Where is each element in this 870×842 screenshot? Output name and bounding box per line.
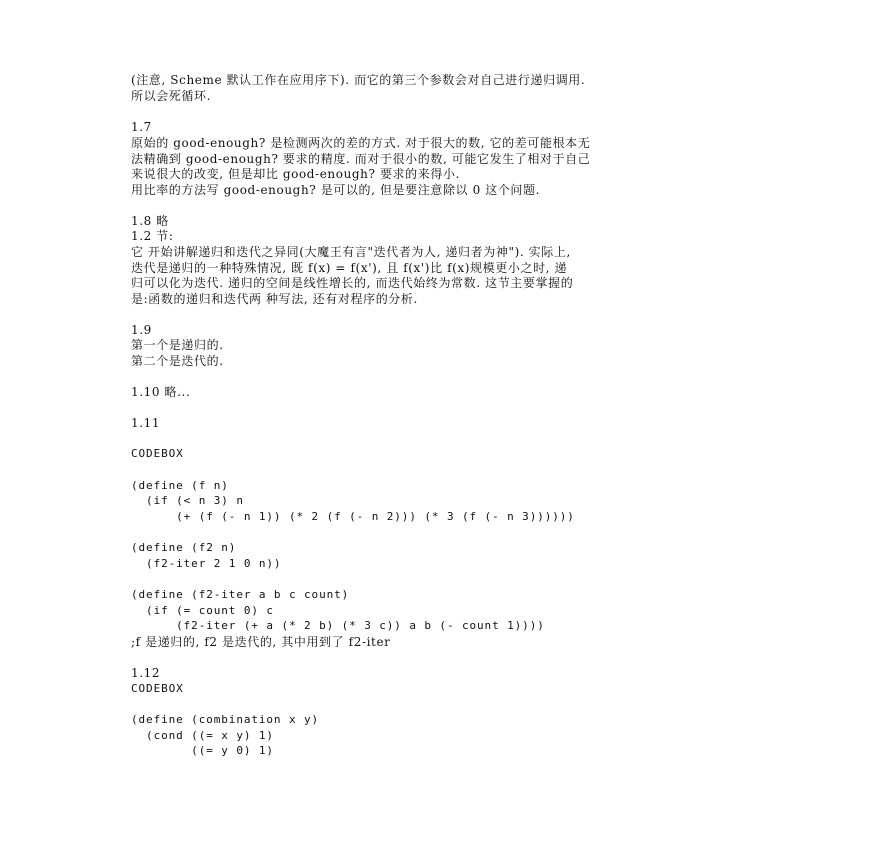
section-1-10-heading: 1.10 略... — [131, 385, 191, 399]
code-line: (if (< n 3) n — [131, 494, 244, 507]
codebox-label-1-12: CODEBOX — [131, 682, 184, 695]
section-1-8-heading: 1.8 略 — [131, 214, 169, 228]
code-line: (define (f2 n) — [131, 541, 237, 554]
section-1-7-line-3: 来说很大的改变, 但是却比 good-enough? 要求的来得小. — [131, 167, 460, 181]
code-line: (define (f n) — [131, 479, 229, 492]
code-comment: ;f 是递归的, f2 是迭代的, 其中用到了 f2-iter — [131, 635, 391, 649]
section-1-2-line-2: 迭代是递归的一种特殊情况, 既 f(x) = f(x'), 且 f(x')比 f(x)规模更小之时, 递 — [131, 261, 568, 275]
code-line: ((= y 0) 1) — [131, 744, 274, 757]
section-1-2-line-4: 是:函数的递归和迭代两 种写法, 还有对程序的分析. — [131, 292, 418, 306]
section-1-7-line-2: 法精确到 good-enough? 要求的精度. 而对于很小的数, 可能它发生了相对于自己 — [131, 152, 591, 166]
section-1-2-line-3: 归可以化为迭代. 递归的空间是线性增长的, 而迭代始终为常数. 这节主要掌握的 — [131, 276, 574, 290]
code-line: (f2-iter (+ a (* 2 b) (* 3 c)) a b (- count 1)))) — [131, 619, 545, 632]
section-1-9-heading: 1.9 — [131, 323, 152, 337]
code-line: (f2-iter 2 1 0 n)) — [131, 557, 282, 570]
codebox-label-1-11: CODEBOX — [131, 447, 184, 460]
intro-line-1: (注意, Scheme 默认工作在应用序下). 而它的第三个参数会对自己进行递归调用. — [131, 73, 586, 87]
section-1-12-heading: 1.12 — [131, 666, 161, 680]
intro-line-2: 所以会死循环. — [131, 89, 212, 103]
section-1-7-heading: 1.7 — [131, 120, 152, 134]
section-1-9-line-1: 第一个是递归的. — [131, 338, 224, 352]
code-line: (define (f2-iter a b c count) — [131, 588, 350, 601]
section-1-2-heading: 1.2 节: — [131, 229, 174, 243]
code-line: (if (= count 0) c — [131, 604, 274, 617]
section-1-7-line-1: 原始的 good-enough? 是检测两次的差的方式. 对于很大的数, 它的差可能根本无 — [131, 136, 591, 150]
section-1-9-line-2: 第二个是迭代的. — [131, 354, 224, 368]
code-line: (+ (f (- n 1)) (* 2 (f (- n 2))) (* 3 (f (- n 3)))))) — [131, 510, 575, 523]
section-1-11-heading: 1.11 — [131, 416, 161, 430]
section-1-2-line-1: 它 开始讲解递归和迭代之异同(大魔王有言"迭代者为人, 递归者为神"). 实际上, — [131, 245, 571, 259]
code-line: (define (combination x y) — [131, 713, 320, 726]
code-line: (cond ((= x y) 1) — [131, 729, 274, 742]
section-1-7-line-4: 用比率的方法写 good-enough? 是可以的, 但是要注意除以 0 这个问题. — [131, 183, 541, 197]
